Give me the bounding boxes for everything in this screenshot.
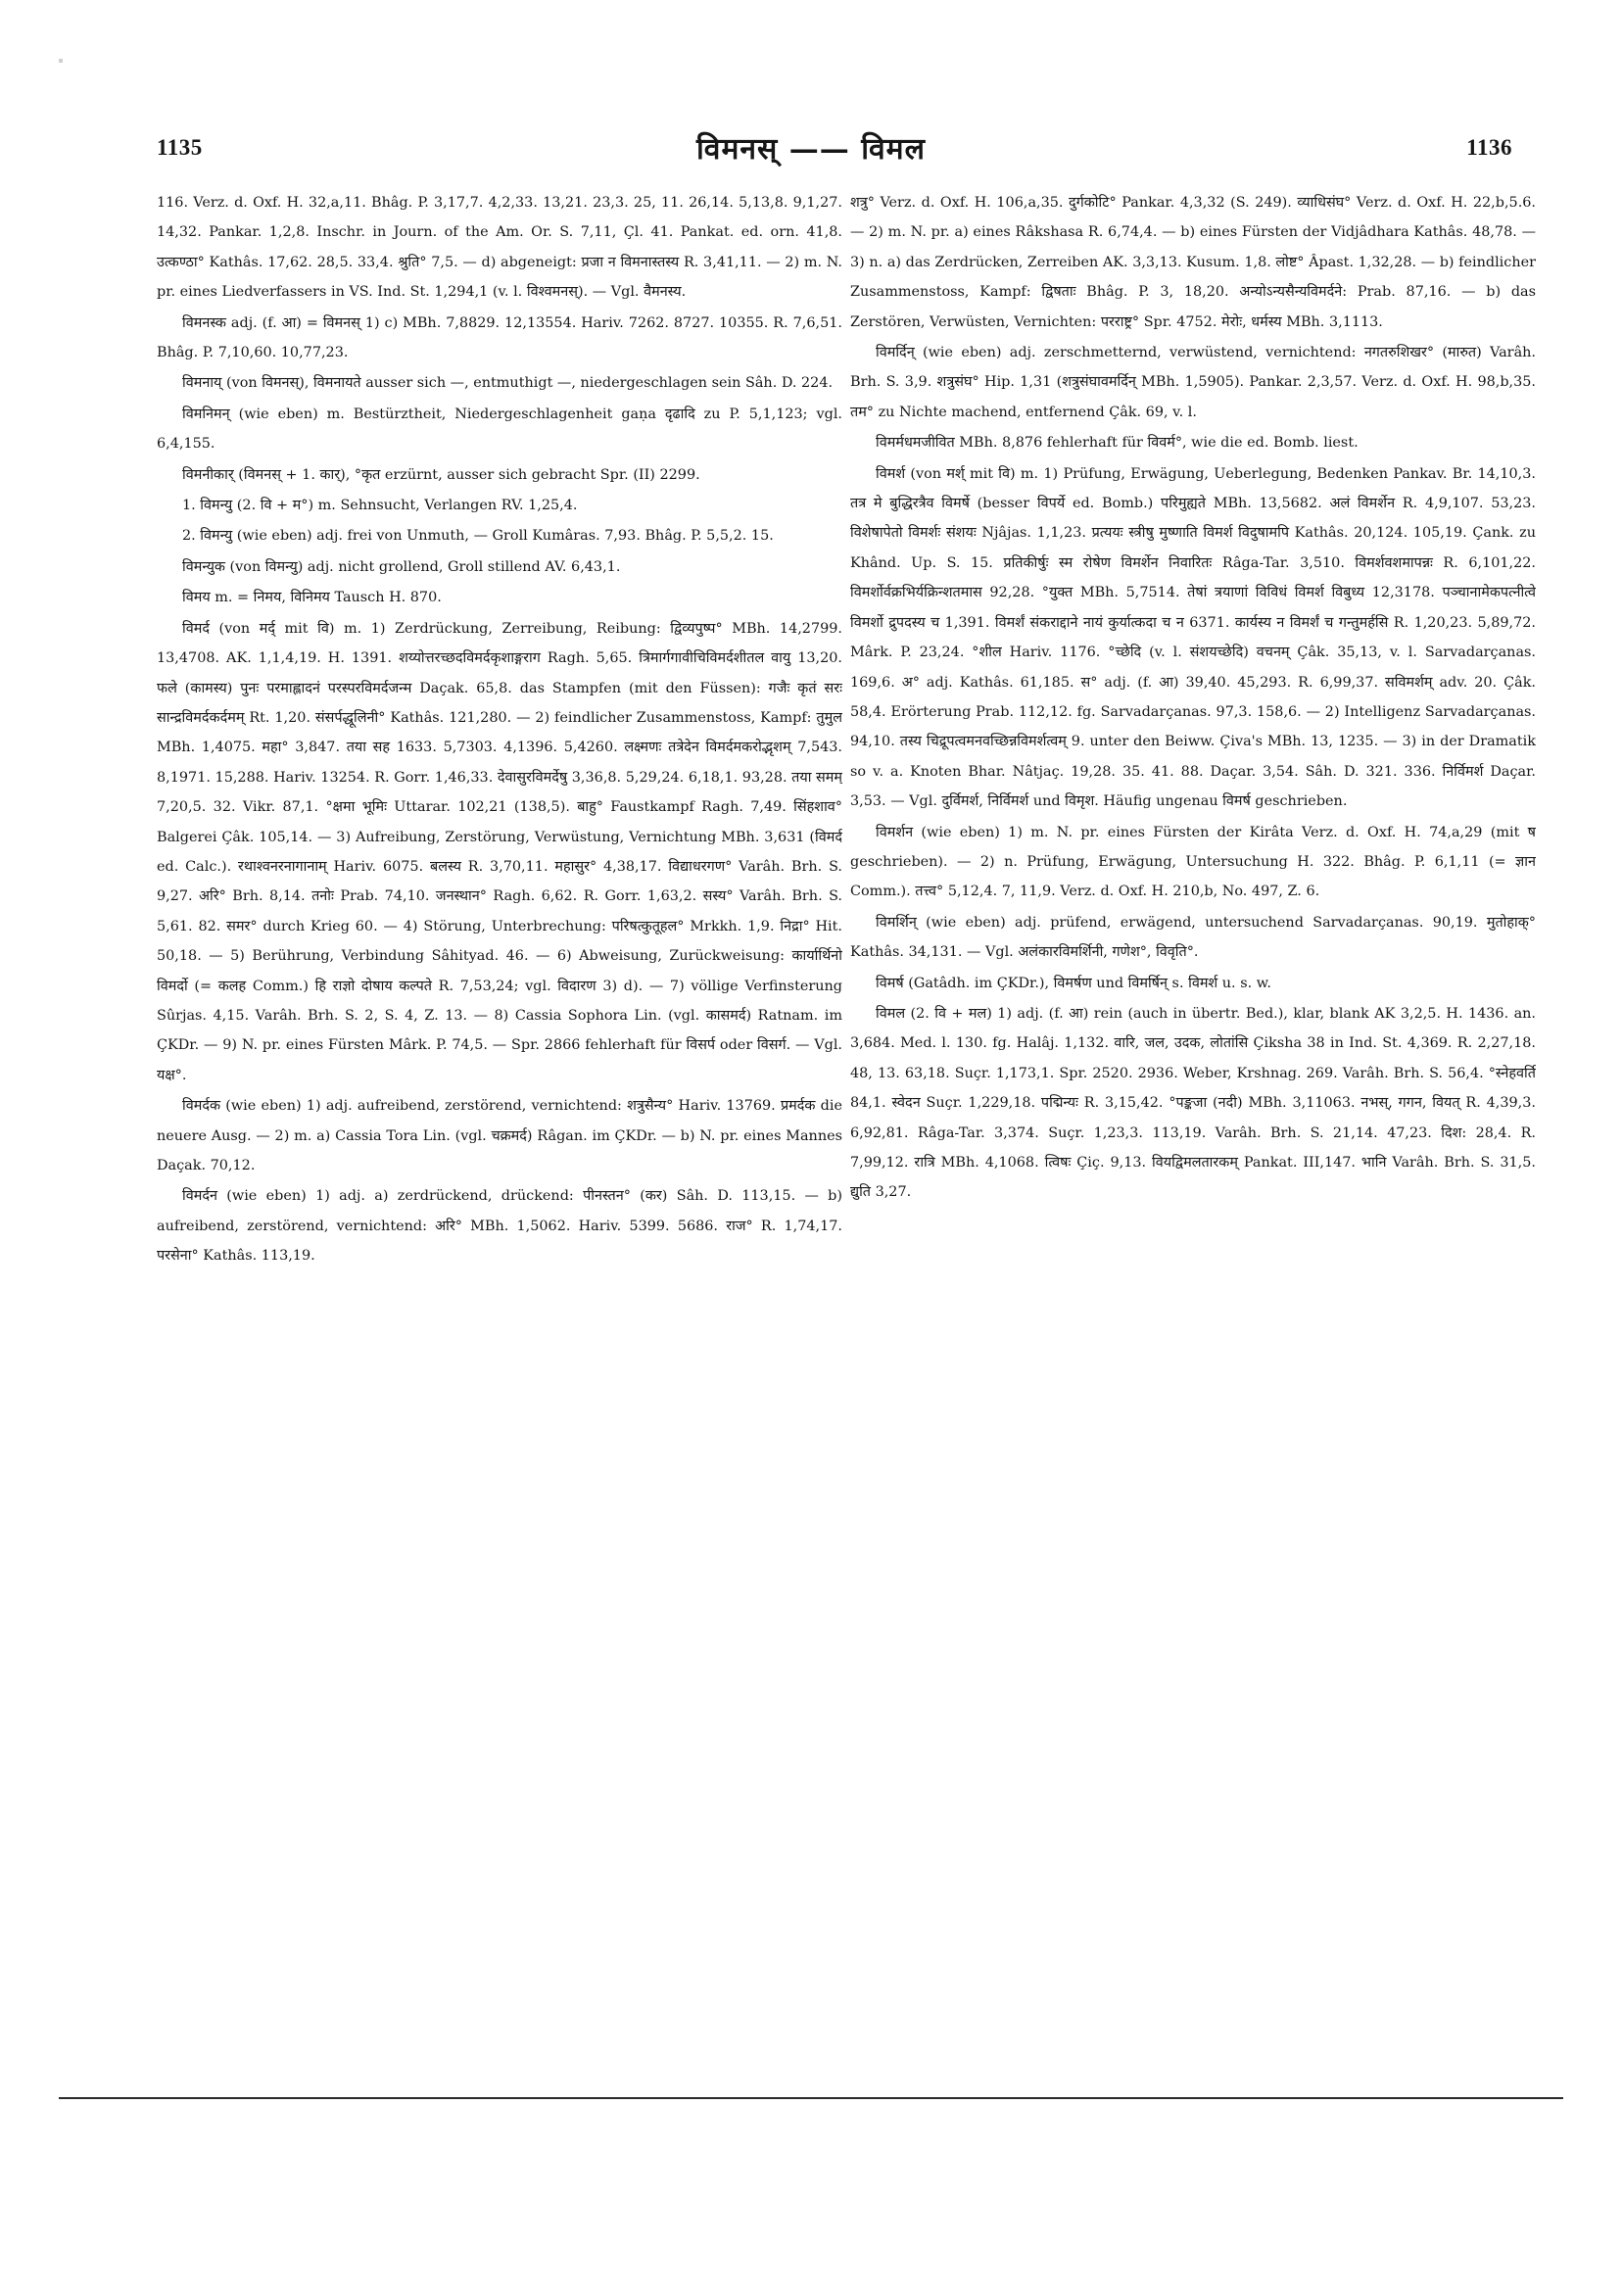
entry-vimaya: विमय m. = निमय, विनिमय Tausch H. 870. — [182, 590, 442, 606]
entry-continuation: 116. Verz. d. Oxf. H. 32,a,11. Bhâg. P. 3,17,7. 4,2,33. 13,21. 23,3. 25, 11. 26,14. 5,13,8. 9,1,27. 14,32. Pankar. 1,2,8. Inschr. in Journ. of the Am. Or. S. 7,11, Çl. 41. Pankat. ed. orn. 41,8. उत्कण्ठा° Kathâs. 17,62. 28,5. 33,4. श्रुति° 7,5. — d) abgeneigt: प्रजा न विमनास्तस्य R. 3,41,11. — 2) m. N. pr. eines Liedverfassers in VS. Ind. St. 1,294,1 (v. l. विश्वमनस्). — Vgl. वैमनस्य. — [157, 195, 842, 301]
entry-vimanyuka: विमन्युक (von विमन्यु) adj. nicht grollend, Groll stillend AV. 6,43,1. — [182, 558, 621, 575]
entry-vimarshana: विमर्शन (wie eben) 1) m. N. pr. eines Fürsten der Kirâta Verz. d. Oxf. H. 74,a,29 (mit ष geschrieben). — 2) n. Prüfung, Erwägung, Untersuchung H. 322. Bhâg. P. 6,1,11 (= ज्ञान Comm.). तत्त्व° 5,12,4. 7, 11,9. Verz. d. Oxf. H. 210,b, No. 497, Z. 6. — [850, 824, 1536, 900]
entry-vimarda: विमर्द (von मर्द् mit वि) m. 1) Zerdrückung, Zerreibung, Reibung: द्विव्यपुष्प° MBh. 14,2799. 13,4708. AK. 1,1,4,19. H. 1391. शय्योत्तरच्छदविमर्दकृशाङ्गराग Ragh. 5,65. त्रिमार्गगावीचिविमर्दशीतल वायु 13,20. फले (कामस्य) पुनः परमाह्लादनं परस्परविमर्दजन्म Daçak. 65,8. das Stampfen (mit den Füssen): गजैः कृतं सरः सान्द्रविमर्दकर्दमम् Rt. 1,20. संसर्पद्धूलिनी° Kathâs. 121,280. — 2) feindlicher Zusammenstoss, Kampf: तुमुल MBh. 1,4075. महा° 3,847. तया सह 1633. 5,7303. 4,1396. 5,4260. लक्ष्मणः तत्रेदेन विमर्दमकरोद्भृशम् 7,543. 8,1971. 15,288. Hariv. 13254. R. Gorr. 1,46,33. देवासुरविमर्देषु 3,36,8. 5,29,24. 6,18,1. 93,28. तया समम् 7,20,5. 32. Vikr. 87,1. °क्षमा भूमिः Uttarar. 102,21 (138,5). बाहु° Faustkampf Ragh. 7,49. सिंहशाव° Balgerei Çâk. 105,14. — 3) Aufreibung, Zerstörung, Verwüstung, Vernichtung MBh. 3,631 (विमर्द ed. Calc.). रथाश्वनरनागानाम् Hariv. 6075. बलस्य R. 3,70,11. महासुर° 4,38,17. विद्याधरगण° Varâh. Brh. S. 9,27. अरि° Brh. 8,14. तनोः Prab. 74,10. जनस्थान° Ragh. 6,62. R. Gorr. 1,63,2. सस्य° Varâh. Brh. S. 5,61. 82. समर° durch Krieg 60. — 4) Störung, Unterbrechung: परिषत्कुतूहल° Mrkkh. 1,9. निद्रा° Hit. 50,18. — 5) Berührung, Verbindung Sâhityad. 46. — 6) Abweisung, Zurückweisung: कार्यार्थिनो विमर्दो (= कलह Comm.) हि राज्ञो दोषाय कल्पते R. 7,53,24; vgl. विदारण 3) d). — 7) völlige Verfinsterung Sûrjas. 4,15. Varâh. Brh. S. 2, S. 4, Z. 13. — 8) Cassia Sophora Lin. (vgl. कासमर्द) Ratnam. im ÇKDr. — 9) N. pr. eines Fürsten Mârk. P. 74,5. — Spr. 2866 fehlerhaft für विसर्प oder विसर्ग. — Vgl. यक्ष°. — [157, 620, 842, 1083]
right-column — [850, 188, 1536, 2079]
entry-vimanay: विमनाय् (von विमनस्), विमनायते ausser sich —, entmuthigt —, niedergeschlagen sein Sâh. D. 224. — [182, 375, 834, 392]
scan-speck — [59, 59, 63, 63]
entry-vimaniman: विमनिमन् (wie eben) m. Bestürztheit, Niedergeschlagenheit gaṇa दृढादि zu P. 5,1,123; vgl. 6,4,155. — [157, 406, 842, 453]
entry-vimanyu-2: 2. विमन्यु (wie eben) adj. frei von Unmuth, — Groll Kumâras. 7,93. Bhâg. P. 5,5,2. 15. — [182, 528, 774, 545]
left-column — [157, 188, 842, 2079]
entry-continuation: शत्रु° Verz. d. Oxf. H. 106,a,35. दुर्गकोटि° Pankar. 4,3,32 (S. 249). व्याधिसंघ° Verz. d. Oxf. H. 22,b,5.6. — 2) m. N. pr. a) eines Râkshasa R. 6,74,4. — b) eines Fürsten der Vidjâdhara Kathâs. 48,78. — 3) n. a) das Zerdrücken, Zerreiben AK. 3,3,13. Kusum. 1,8. लोष्ट° Âpast. 1,32,28. — b) feindlicher Zusammenstoss, Kampf: द्विषताः Bhâg. P. 3, 18,20. अन्योऽन्यसैन्यविमर्दने: Prab. 87,16. — b) das Zerstören, Verwüsten, Vernichten: परराष्ट्र° Spr. 4752. मेरोः, धर्मस्य MBh. 3,1113. — [850, 195, 1536, 330]
entry-vimanyu-1: 1. विमन्यु (2. वि + म°) m. Sehnsucht, Verlangen RV. 1,25,4. — [182, 498, 578, 514]
entry-vimardin: विमर्दिन् (wie eben) adj. zerschmetternd, verwüstend, vernichtend: नगतरुशिखर° (मारुत) Varâh. Brh. S. 3,9. शत्रुसंघ° Hip. 1,31 (शत्रुसंघावमर्दिन् MBh. 1,5905). Pankar. 2,3,57. Verz. d. Oxf. H. 98,b,35. तम° zu Nichte machend, entfernend Çâk. 69, v. l. — [850, 345, 1536, 420]
entry-vimarsha: विमर्श (von मर्श् mit वि) m. 1) Prüfung, Erwägung, Ueberlegung, Bedenken Pankav. Br. 14,10,3. तत्र मे बुद्धिरत्रैव विमर्षे (besser विपर्ये ed. Bomb.) परिमुह्यते MBh. 13,5682. अलं विमर्शेन R. 4,9,107. 53,23. विशेषापेतो विमर्शः संशयः Njâjas. 1,1,23. प्रत्ययः स्त्रीषु मुष्णाति विमर्श विदुषामपि Kathâs. 20,124. 105,19. Çank. zu Khând. Up. S. 15. प्रतिकीर्षुः स्म रोषेण विमर्शेन निवारितः Râga-Tar. 3,510. विमर्शवशमापन्नः R. 6,101,22. विमर्शोर्वक्रभिर्यक्रिन्शतमास 92,28. °युक्त MBh. 5,7514. तेषां त्रयाणां विविधं विमर्श विबुध्य 12,3178. पञ्चानामेकपत्नीत्वे विमर्शो द्रुपदस्य च 1,391. विमर्शं संकराद्दाने नायं कुर्यात्कदा च न 6371. कार्यस्य न विमर्शं च गन्तुमर्हसि R. 1,20,23. 5,89,72. Mârk. P. 23,24. °शील Hariv. 1176. °च्छेदि (v. l. संशयच्छेदि) वचनम् Çâk. 35,13, v. l. Sarvadarçanas. 169,6. अ° adj. Kathâs. 61,185. स° adj. (f. आ) 39,40. 45,293. R. 6,99,37. सविमर्शम् adv. 20. Çâk. 58,4. Erörterung Prab. 112,12. fg. Sarvadarçanas. 97,3. 158,6. — 2) Intelligenz Sarvadarçanas. 94,10. तस्य चिद्रूपत्वमनवच्छिन्नविमर्शत्वम् 9. unter den Beiww. Çiva's MBh. 13, 1235. — 3) in der Dramatik so v. a. Knoten Bhar. Nâtjaç. 19,28. 35. 41. 88. Daçar. 3,54. Sâh. D. 321. 336. निर्विमर्श Daçar. 3,53. — Vgl. दुर्विमर्श, निर्विमर्श und विमृश. Häufig ungenau विमर्ष geschrieben. — [850, 465, 1536, 810]
footer-rule — [59, 2097, 1563, 2099]
entry-vimardaka: विमर्दक (wie eben) 1) adj. aufreibend, zerstörend, vernichtend: शत्रुसैन्य° Hariv. 13769. प्रमर्दक die neuere Ausg. — 2) m. a) Cassia Tora Lin. (vgl. चक्रमर्द) Râgan. im ÇKDr. — b) N. pr. eines Mannes Daçak. 70,12. — [157, 1098, 842, 1173]
entry-vimarmadhama: विमर्मधमजीवित MBh. 8,876 fehlerhaft für विवर्म°, wie die ed. Bomb. liest. — [876, 435, 1359, 452]
entry-vimala: विमल (2. वि + मल) 1) adj. (f. आ) rein (auch in übertr. Bed.), klar, blank AK 3,2,5. H. 1436. an. 3,684. Med. l. 130. fg. Halâj. 1,132. वारि, जल, उदक, लोतांसि Çiksha 38 in Ind. St. 4,369. R. 2,27,18. 48, 13. 63,18. Suçr. 1,173,1. Spr. 2520. 2936. Weber, Krshnag. 269. Varâh. Brh. S. 56,4. °स्नेहवर्ति 84,1. स्वेदन Suçr. 1,229,18. पद्मिन्यः R. 3,15,42. °पङ्कजा (नदी) MBh. 3,11063. नभस्, गगन, वियत् R. 4,39,3. 6,92,81. Râga-Tar. 3,374. Suçr. 1,23,3. 113,19. Varâh. Brh. S. 21,14. 47,23. दिश: 28,4. R. 7,99,12. रात्रि MBh. 4,1068. त्विषः Çiç. 9,13. वियद्विमलतारकम् Pankat. III,147. भानि Varâh. Brh. S. 31,5. द्युति 3,27. — [850, 1005, 1536, 1201]
running-head: विमनस् —— विमल — [696, 132, 926, 167]
page-number-left: 1135 — [157, 135, 203, 160]
entry-vimarshin: विमर्शिन् (wie eben) adj. prüfend, erwägend, untersuchend Sarvadarçanas. 90,19. मुतोहाक्° Kathâs. 34,131. — Vgl. अलंकारविमर्शिनी, गणेश°, विवृति°. — [850, 914, 1536, 961]
entry-vimarsha-variants: विमर्ष (Gatâdh. im ÇKDr.), विमर्षण und विमर्षिन् s. विमर्श u. s. w. — [876, 975, 1271, 991]
entry-vimanaska: विमनस्क adj. (f. आ) = विमनस् 1) c) MBh. 7,8829. 12,13554. Hariv. 7262. 8727. 10355. R. 7,6,51. Bhâg. P. 7,10,60. 10,77,23. — [157, 314, 842, 361]
page-number-right: 1136 — [1466, 135, 1512, 160]
entry-vimanikar: विमनीकार् (विमनस् + 1. कार्), °कृत erzürnt, ausser sich gebracht Spr. (II) 2299. — [182, 466, 700, 483]
entry-vimardana: विमर्दन (wie eben) 1) adj. a) zerdrückend, drückend: पीनस्तन° (कर) Sâh. D. 113,15. — b) aufreibend, zerstörend, vernichtend: अरि° MBh. 1,5062. Hariv. 5399. 5686. राज° R. 1,74,17. परसेना° Kathâs. 113,19. — [157, 1188, 842, 1265]
